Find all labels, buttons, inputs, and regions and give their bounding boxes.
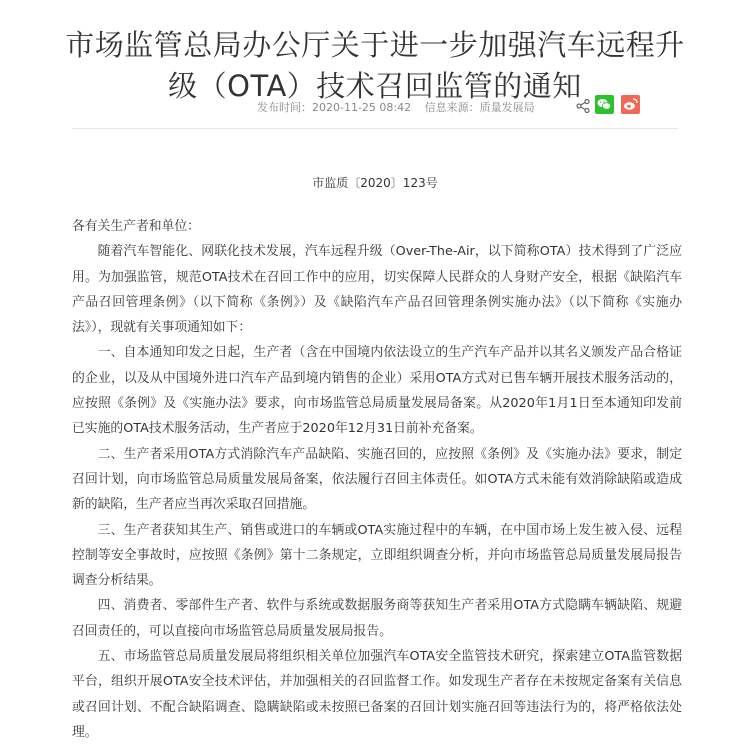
paragraph-item-1: 一、自本通知印发之日起，生产者（含在中国境内依法设立的生产汽车产品并以其名义颁发产品合格证的企业，以及从中国境外进口汽车产品到境内销售的企业）采用OTA方式对已售车辆开展技术服务活动的，应按照《条例》及《实施办法》要求，向市场监管总局质量发展局备案。从2020年1月1日至本通知印发前已实施的OTA技术服务活动，生产者应于2020年12月31日前补充备案。 — [72, 345, 682, 437]
weibo-icon[interactable] — [621, 95, 640, 114]
article-body — [72, 214, 682, 745]
page-title: 市场监管总局办公厅关于进一步加强汽车远程升级（OTA）技术召回监管的通知 — [65, 28, 685, 104]
document-number: 市监质〔2020〕123号 — [312, 176, 438, 190]
paragraph-item-3: 三、生产者获知其生产、销售或进口的车辆或OTA实施过程中的车辆，在中国市场上发生被入侵、远程控制等安全事故时，应按照《条例》第十二条规定，立即组织调查分析，并向市场监管总局质量发展局报告调查分析结果。 — [72, 522, 682, 589]
paragraph-item-2: 二、生产者采用OTA方式消除汽车产品缺陷、实施召回的，应按照《条例》及《实施办法》要求，制定召回计划，向市场监管总局质量发展局备案，依法履行召回主体责任。如OTA方式未能有效消除缺陷或造成新的缺陷，生产者应当再次采取召回措施。 — [72, 446, 682, 513]
paragraph-item-4: 四、消费者、零部件生产者、软件与系统或数据服务商等获知生产者采用OTA方式隐瞒车辆缺陷、规避召回责任的，可以直接向市场监管总局质量发展局报告。 — [72, 598, 682, 639]
paragraph-intro: 随着汽车智能化、网联化技术发展，汽车远程升级（Over-The-Air，以下简称OTA）技术得到了广泛应用。为加强监管，规范OTA技术在召回工作中的应用，切实保障人民群众的人身财产安全，根据《缺陷汽车产品召回管理条例》（以下简称《条例》）及《缺陷汽车产品召回管理条例实施办法》（以下简称《实施办法》），现就有关事项通知如下： — [72, 244, 682, 336]
info-source: 信息来源：质量发展局 — [424, 101, 535, 114]
salutation: 各有关生产者和单位： — [72, 219, 200, 234]
article-meta — [257, 99, 545, 115]
wechat-icon[interactable] — [595, 95, 614, 114]
publish-time: 发布时间：2020-11-25 08:42 — [257, 101, 412, 114]
share-icon[interactable] — [576, 99, 590, 113]
paragraph-item-5: 五、市场监管总局质量发展局将组织相关单位加强汽车OTA安全监管技术研究，探索建立OTA监管数据平台，组织开展OTA安全技术评估，并加强相关的召回监督工作。如发现生产者存在未按规定备案有关信息或召回计划、不配合缺陷调查、隐瞒缺陷或未按照已备案的召回计划实施召回等违法行为的，将严格依法处理。 — [72, 649, 682, 740]
divider — [72, 128, 678, 129]
